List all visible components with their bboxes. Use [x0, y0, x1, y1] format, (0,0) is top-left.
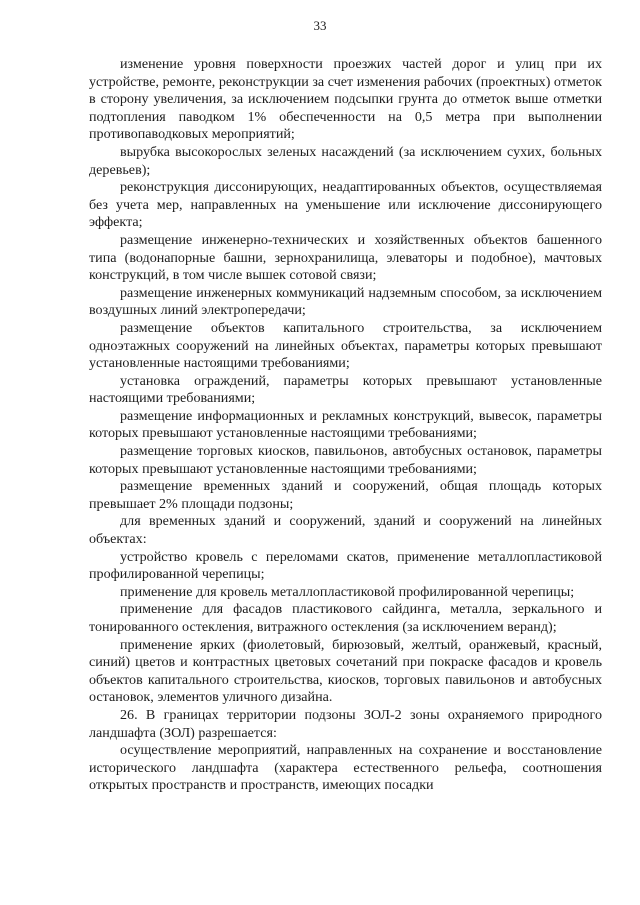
page-number: 33: [313, 18, 327, 33]
paragraph: размещение объектов капитального строительства, за исключением одноэтажных сооружений на линейных объектах, параметры которых превышают установленные настоящими требованиями;: [89, 319, 602, 372]
paragraph: изменение уровня поверхности проезжих частей дорог и улиц при их устройстве, ремонте, реконструкции за счет изменения рабочих (проектных) отметок в сторону увеличения, за исключением подсыпки грунта до отметок выше отметки подтопления паводком 1% обеспеченности на 0,5 метра при выполнении противопаводковых мероприятий;: [89, 56, 602, 143]
paragraph: вырубка высокорослых зеленых насаждений (за исключением сухих, больных деревьев);: [89, 143, 602, 178]
paragraph: размещение временных зданий и сооружений, общая площадь которых превышает 2% площади подзоны;: [89, 478, 602, 512]
paragraph: осуществление мероприятий, направленных на сохранение и восстановление исторического ландшафта (характера естественного рельефа, соотношения открытых пространств и пространств, имеющих посадки: [89, 742, 602, 794]
paragraph: устройство кровель с переломами скатов, применение металлопластиковой профилированной черепицы;: [89, 548, 602, 583]
paragraph: размещение инженерных коммуникаций надземным способом, за исключением воздушных линий электропередачи;: [89, 284, 602, 319]
paragraph: для временных зданий и сооружений, зданий и сооружений на линейных объектах:: [89, 513, 602, 548]
paragraph: применение для фасадов пластикового сайдинга, металла, зеркального и тонированного остекления, витражного остекления (за исключением веранд);: [89, 601, 602, 635]
paragraph: применение для кровель металлопластиковой профилированной черепицы;: [120, 583, 575, 600]
paragraph: размещение торговых киосков, павильонов, автобусных остановок, параметры которых превышают установленные настоящими требованиями;: [89, 443, 602, 477]
paragraph: размещение информационных и рекламных конструкций, вывесок, параметры которых превышают установленные настоящими требованиями;: [89, 407, 602, 442]
paragraph: установка ограждений, параметры которых превышают установленные настоящими требованиями;: [89, 372, 602, 407]
paragraph: реконструкция диссонирующих, неадаптированных объектов, осуществляемая без учета мер, направленных на уменьшение или исключение диссонирующего эффекта;: [89, 179, 602, 231]
paragraph: размещение инженерно-технических и хозяйственных объектов башенного типа (водонапорные башни, зернохранилища, элеваторы и подобное), мачтовых конструкций, в том числе вышек сотовой связи;: [89, 231, 602, 284]
document-body: [89, 56, 602, 795]
paragraph: применение ярких (фиолетовый, бирюзовый, желтый, оранжевый, красный, синий) цветов и контрастных цветовых сочетаний при покраске фасадов и кровель объектов капитального строительства, киосков, торговых павильонов и автобусных остановок, элементов уличного дизайна.: [89, 636, 602, 706]
section-heading-paragraph: 26. В границах территории подзоны ЗОЛ-2 зоны охраняемого природного ландшафта (ЗОЛ) разрешается:: [89, 706, 602, 741]
